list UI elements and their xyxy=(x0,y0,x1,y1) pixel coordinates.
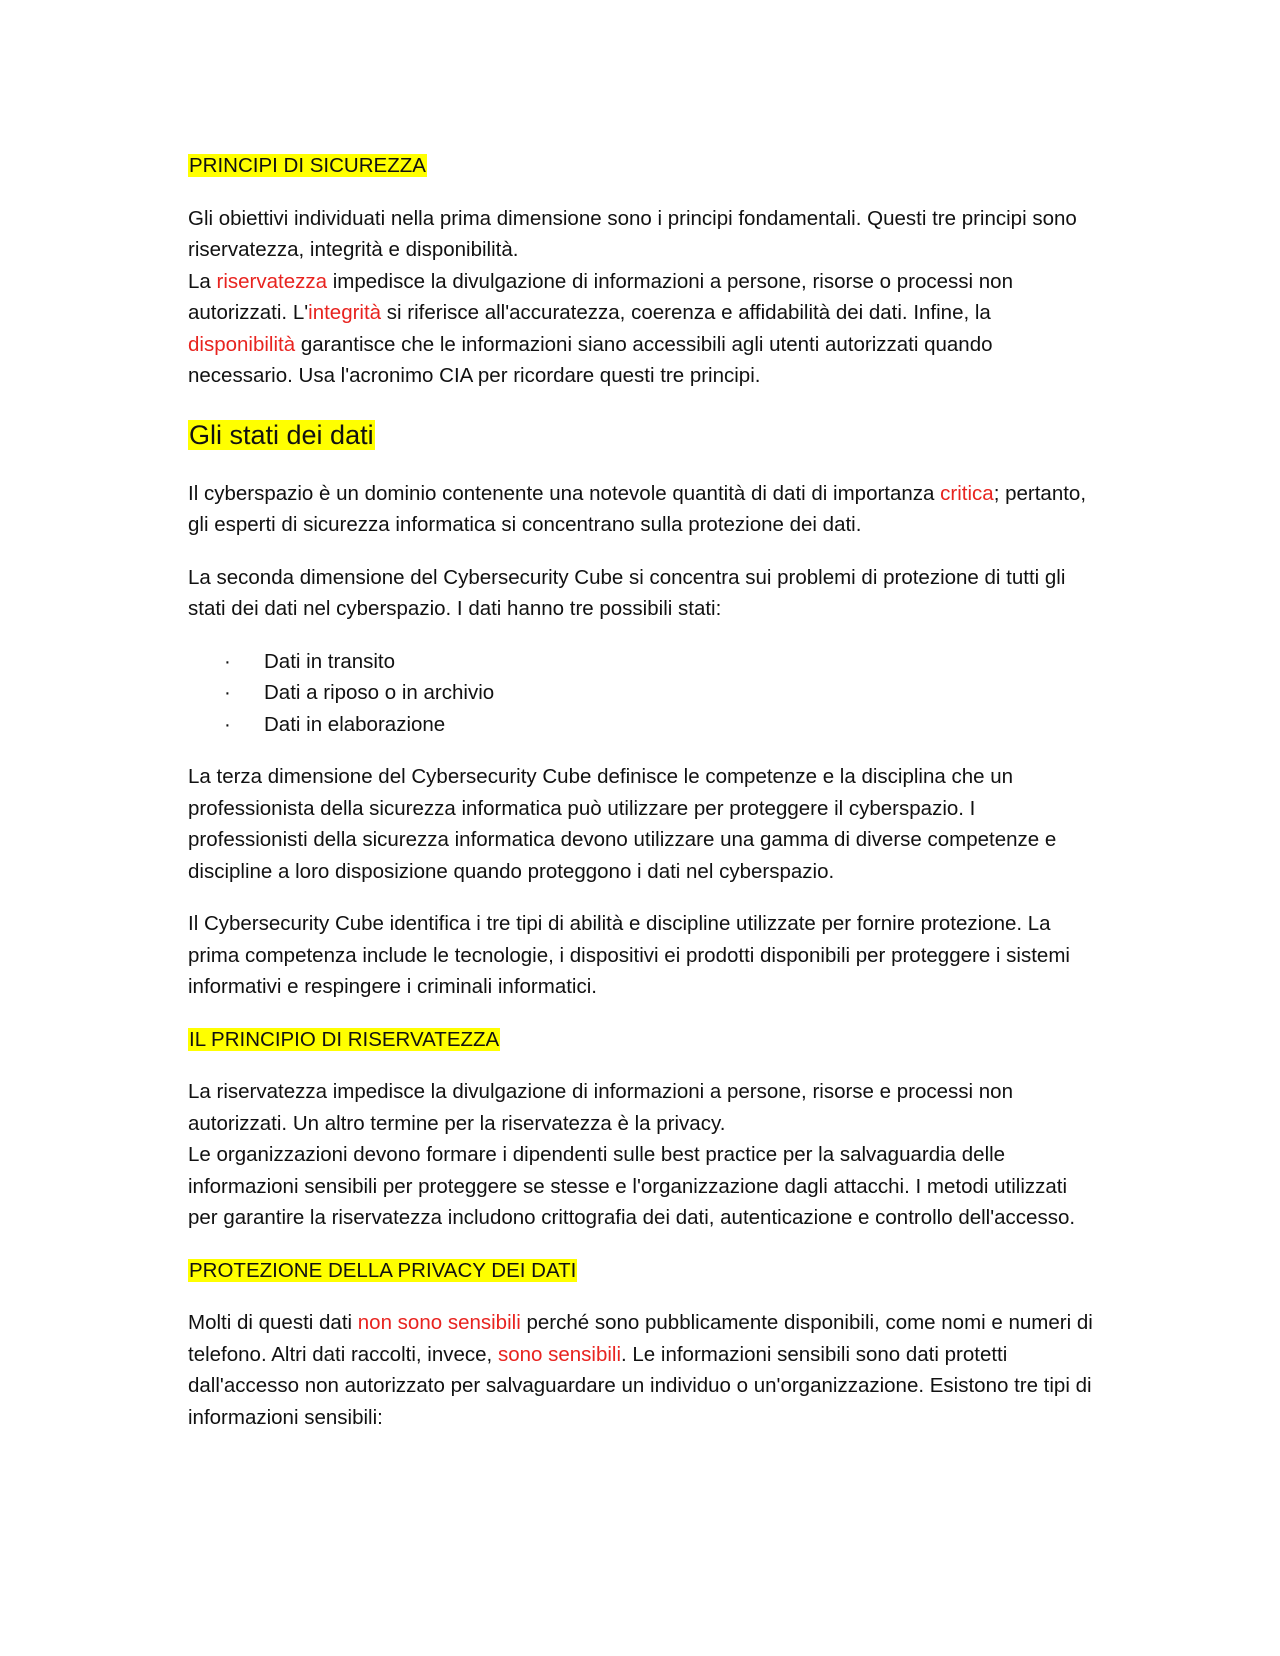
heading-protezione-privacy xyxy=(188,1255,1098,1287)
red-term-non-sono-sensibili: non sono sensibili xyxy=(357,1311,521,1334)
red-term-integrita: integrità xyxy=(308,301,382,324)
paragraph-terza-dimensione: La terza dimensione del Cybersecurity Cube definisce le competenze e la disciplina che un professionista della sicurezza informatica può utilizzare per proteggere il cyberspazio. I professionisti della sicurezza informatica devono utilizzare una gamma di diverse competenze e discipline a loro disposizione quando proteggono i dati nel cyberspazio. xyxy=(188,765,1057,883)
text-run: La xyxy=(188,269,217,293)
paragraph-dati-sensibili xyxy=(188,1307,1098,1433)
list-item-text: Dati in elaborazione xyxy=(264,712,446,736)
list-item xyxy=(188,646,1098,678)
text-run: . Le informazioni sensibili sono dati protetti dall'accesso non autorizzato per salvaguardare un individuo o un'organizzazione. Esistono tre tipi di informazioni sensibili: xyxy=(188,1342,1092,1429)
highlight: Gli stati dei dati xyxy=(189,419,374,450)
data-states-list xyxy=(188,646,1098,741)
list-item xyxy=(188,677,1098,709)
bullet-dot: · xyxy=(224,712,231,736)
highlight: PROTEZIONE DELLA PRIVACY DEI DATI xyxy=(189,1258,577,1282)
text-run: ; pertanto, gli esperti di sicurezza informatica si concentrano sulla protezione dei dati. xyxy=(188,481,1087,536)
heading-gli-stati-dei-dati xyxy=(188,413,1098,457)
highlight: PRINCIPI DI SICUREZZA xyxy=(189,154,426,177)
text-run: Le organizzazioni devono formare i dipendenti sulle best practice per la salvaguardia delle informazioni sensibili per proteggere se stesse e l'organizzazione dagli attacchi. I metodi utilizzati per garantire la riservatezza includono crittografia dei dati, autenticazione e controllo dell'accesso. xyxy=(188,1143,1076,1229)
text-run: impedisce la divulgazione di informazioni a persone, risorse o processi non autorizzati. L' xyxy=(188,269,1013,324)
text-run: si riferisce all'accuratezza, coerenza e affidabilità dei dati. Infine, la xyxy=(381,301,991,324)
text-run: Il cyberspazio è un dominio contenente una notevole quantità di dati di importanza xyxy=(188,481,941,505)
list-item-text: Dati in transito xyxy=(264,649,396,673)
list-item xyxy=(188,709,1098,741)
text-run: Molti di questi dati xyxy=(188,1311,358,1334)
red-term-sono-sensibili: sono sensibili xyxy=(497,1342,622,1366)
bullet-dot: · xyxy=(224,649,231,673)
paragraph-cybersecurity-cube: Il Cybersecurity Cube identifica i tre tipi di abilità e discipline utilizzate per fornire protezione. La prima competenza include le tecnologie, i dispositivi ei prodotti disponibili per proteggere i sistemi informativi e respingere i criminali informatici. xyxy=(188,912,1070,998)
red-term-critica: critica xyxy=(940,481,994,505)
red-term-disponibilita: disponibilità xyxy=(188,332,296,356)
text-run: perché sono pubblicamente disponibili, come nomi e numeri di telefono. Altri dati raccolti, invece, xyxy=(188,1311,1093,1366)
paragraph-seconda-dimensione: La seconda dimensione del Cybersecurity Cube si concentra sui problemi di protezione di tutti gli stati dei dati nel cyberspazio. I dati hanno tre possibili stati: xyxy=(188,565,1066,620)
document-page xyxy=(188,150,1098,1454)
heading-principi-di-sicurezza xyxy=(188,150,1098,182)
red-term-riservatezza: riservatezza xyxy=(216,269,328,293)
list-item-text: Dati a riposo o in archivio xyxy=(264,681,495,704)
paragraph-principi-intro xyxy=(188,203,1098,392)
paragraph-cyberspazio xyxy=(188,478,1098,541)
highlight: IL PRINCIPIO DI RISERVATEZZA xyxy=(189,1027,500,1051)
bullet-dot: · xyxy=(224,681,231,704)
text-run: La riservatezza impedisce la divulgazione di informazioni a persone, risorse e processi non autorizzati. Un altro termine per la riservatezza è la privacy. xyxy=(188,1080,1013,1135)
paragraph-riservatezza xyxy=(188,1076,1098,1234)
text-run: garantisce che le informazioni siano accessibili agli utenti autorizzati quando necessario. Usa l'acronimo CIA per ricordare questi tre principi. xyxy=(188,332,993,387)
heading-principio-di-riservatezza xyxy=(188,1024,1098,1056)
text-run: Gli obiettivi individuati nella prima dimensione sono i principi fondamentali. Questi tre principi sono riservatezza, integrità e disponibilità. xyxy=(188,206,1077,261)
